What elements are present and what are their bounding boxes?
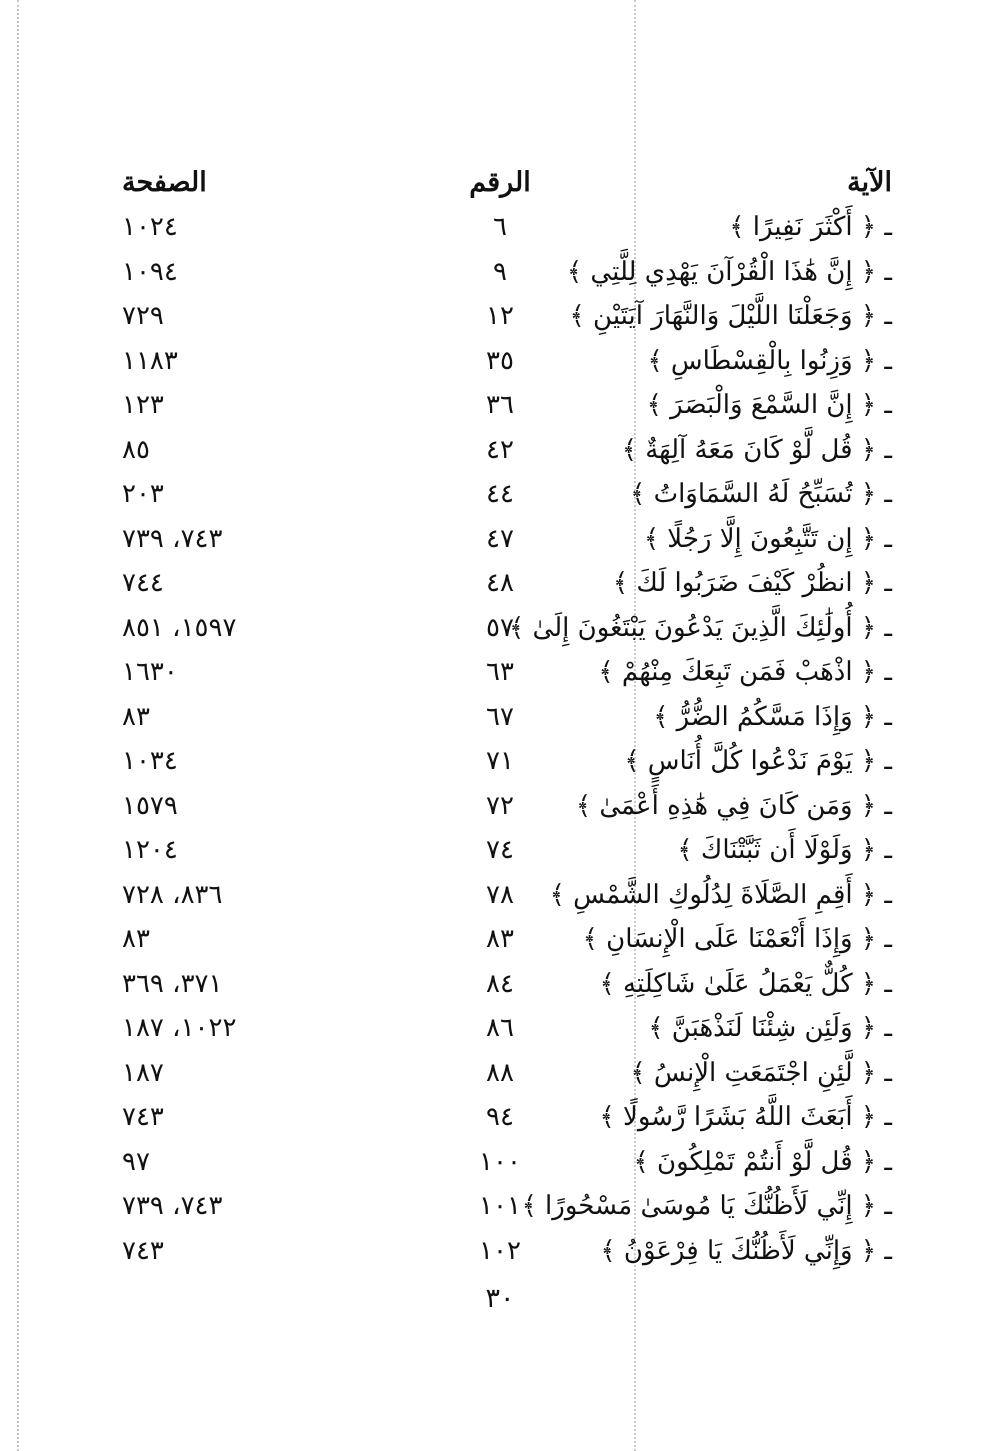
verse-number-cell: ٩ bbox=[493, 257, 507, 287]
verse-number-cell: ٦٣ bbox=[486, 657, 514, 687]
page-reference-cell: ٧٤٣، ٧٣٩ bbox=[122, 1191, 223, 1221]
verse-cell: ـ ﴿ إِن تَتَّبِعُونَ إِلَّا رَجُلًا ﴾ bbox=[643, 524, 892, 554]
verse-cell: ـ ﴿ وَمَن كَانَ فِي هَٰذِهِ أَعْمَىٰ ﴾ bbox=[575, 791, 892, 821]
page-reference-cell: ١٢٣ bbox=[122, 390, 164, 420]
page-reference-cell: ١٠٢٤ bbox=[122, 212, 178, 242]
table-row bbox=[0, 919, 1000, 959]
verse-cell: ـ ﴿ أَقِمِ الصَّلَاةَ لِدُلُوكِ الشَّمْسِ ﴾ bbox=[549, 880, 892, 910]
table-row bbox=[0, 1231, 1000, 1271]
header-number: الرقم bbox=[469, 167, 531, 198]
page-reference-cell: ٧٤٣ bbox=[122, 1102, 164, 1132]
table-row bbox=[0, 741, 1000, 781]
verse-cell: ـ ﴿ وَجَعَلْنَا اللَّيْلَ وَالنَّهَارَ آيَتَيْنِ ﴾ bbox=[569, 301, 892, 331]
verse-number-cell: ٤٤ bbox=[486, 479, 514, 509]
table-row bbox=[0, 385, 1000, 425]
verse-cell: ـ ﴿ يَوْمَ نَدْعُوا كُلَّ أُنَاسٍ ﴾ bbox=[624, 746, 892, 776]
verse-cell: ـ ﴿ إِنِّي لَأَظُنُّكَ يَا مُوسَىٰ مَسْحُورًا ﴾ bbox=[521, 1191, 892, 1221]
header-verse: الآية bbox=[847, 167, 892, 198]
page-reference-cell: ٨٣ bbox=[122, 702, 150, 732]
table-row bbox=[0, 697, 1000, 737]
page-reference-cell: ٧٤٣، ٧٣٩ bbox=[122, 524, 223, 554]
table-row bbox=[0, 875, 1000, 915]
verse-number-cell: ٨٤ bbox=[486, 969, 514, 999]
page-reference-cell: ١٠٩٤ bbox=[122, 257, 178, 287]
verse-number-cell: ٧١ bbox=[486, 746, 514, 776]
verse-cell: ـ ﴿ أُولَٰئِكَ الَّذِينَ يَدْعُونَ يَبْتَغُونَ إِلَىٰ ﴾ bbox=[509, 613, 892, 643]
verse-cell: ـ ﴿ اذْهَبْ فَمَن تَبِعَكَ مِنْهُمْ ﴾ bbox=[598, 657, 892, 687]
header-page: الصفحة bbox=[122, 167, 207, 198]
verse-number-cell: ١٠٢ bbox=[479, 1236, 521, 1266]
table-row bbox=[0, 563, 1000, 603]
page-reference-cell: ١١٨٣ bbox=[122, 346, 178, 376]
page-reference-cell: ٨٥ bbox=[122, 435, 150, 465]
table-row bbox=[0, 964, 1000, 1004]
table-row bbox=[0, 786, 1000, 826]
table-row bbox=[0, 1142, 1000, 1182]
table-row bbox=[0, 1008, 1000, 1048]
table-header bbox=[0, 163, 1000, 203]
table-row bbox=[0, 207, 1000, 247]
verse-cell: ـ ﴿ كُلٌّ يَعْمَلُ عَلَىٰ شَاكِلَتِهِ ﴾ bbox=[599, 969, 892, 999]
verse-cell: ـ ﴿ تُسَبِّحُ لَهُ السَّمَاوَاتُ ﴾ bbox=[630, 479, 892, 509]
verse-number-cell: ٧٢ bbox=[486, 791, 514, 821]
verse-cell: ـ ﴿ أَبَعَثَ اللَّهُ بَشَرًا رَّسُولًا ﴾ bbox=[599, 1102, 892, 1132]
verse-number-cell: ٨٣ bbox=[486, 924, 514, 954]
table-row bbox=[0, 608, 1000, 648]
table-row bbox=[0, 474, 1000, 514]
verse-number-cell: ٤٧ bbox=[486, 524, 514, 554]
verse-cell: ـ ﴿ وَزِنُوا بِالْقِسْطَاسِ ﴾ bbox=[647, 346, 892, 376]
verse-number-cell: ١٢ bbox=[486, 301, 514, 331]
table-row bbox=[0, 652, 1000, 692]
page-number: ٣٠ bbox=[485, 1283, 515, 1314]
page-reference-cell: ١٥٧٩ bbox=[122, 791, 178, 821]
verse-number-cell: ٣٦ bbox=[486, 390, 514, 420]
verse-cell: ـ ﴿ وَإِذَا مَسَّكُمُ الضُّرُّ ﴾ bbox=[653, 702, 892, 732]
verse-cell: ـ ﴿ وَإِنِّي لَأَظُنُّكَ يَا فِرْعَوْنُ ﴾ bbox=[600, 1236, 892, 1266]
verse-number-cell: ٤٢ bbox=[486, 435, 514, 465]
page-reference-cell: ٨٣ bbox=[122, 924, 150, 954]
page-reference-cell: ١٠٢٢، ١٨٧ bbox=[122, 1013, 237, 1043]
verse-cell: ـ ﴿ وَإِذَا أَنْعَمْنَا عَلَى الْإِنسَانِ ﴾ bbox=[582, 924, 892, 954]
table-row bbox=[0, 830, 1000, 870]
table-row bbox=[0, 1053, 1000, 1093]
page-reference-cell: ١٨٧ bbox=[122, 1058, 164, 1088]
verse-number-cell: ١٠١ bbox=[479, 1191, 521, 1221]
page-reference-cell: ١٥٩٧، ٨٥١ bbox=[122, 613, 237, 643]
page-reference-cell: ٣٧١، ٣٦٩ bbox=[122, 969, 223, 999]
table-row bbox=[0, 519, 1000, 559]
verse-cell: ـ ﴿ وَلَوْلَا أَن ثَبَّتْنَاكَ ﴾ bbox=[677, 835, 892, 865]
verse-number-cell: ٧٨ bbox=[486, 880, 514, 910]
table-row bbox=[0, 1097, 1000, 1137]
page-reference-cell: ٢٠٣ bbox=[122, 479, 164, 509]
verse-cell: ـ ﴿ لَّئِنِ اجْتَمَعَتِ الْإِنسُ ﴾ bbox=[630, 1058, 892, 1088]
page-reference-cell: ٧٤٣ bbox=[122, 1236, 164, 1266]
verse-number-cell: ٥٧ bbox=[486, 613, 514, 643]
table-row bbox=[0, 1186, 1000, 1226]
table-row bbox=[0, 252, 1000, 292]
table-row bbox=[0, 296, 1000, 336]
verse-number-cell: ٨٦ bbox=[486, 1013, 514, 1043]
verse-number-cell: ٨٨ bbox=[486, 1058, 514, 1088]
verse-cell: ـ ﴿ أَكْثَرَ نَفِيرًا ﴾ bbox=[729, 212, 892, 242]
page-reference-cell: ٩٧ bbox=[122, 1147, 150, 1177]
verse-number-cell: ٦ bbox=[493, 212, 507, 242]
verse-number-cell: ٤٨ bbox=[486, 568, 514, 598]
page-reference-cell: ١٦٣٠ bbox=[122, 657, 178, 687]
verse-number-cell: ٣٥ bbox=[486, 346, 514, 376]
verse-cell: ـ ﴿ قُل لَّوْ أَنتُمْ تَمْلِكُونَ ﴾ bbox=[633, 1147, 892, 1177]
page-reference-cell: ٧٤٤ bbox=[122, 568, 164, 598]
verse-number-cell: ٩٤ bbox=[486, 1102, 514, 1132]
table-row bbox=[0, 341, 1000, 381]
verse-cell: ـ ﴿ إِنَّ هَٰذَا الْقُرْآنَ يَهْدِي لِلَّتِي ﴾ bbox=[566, 257, 892, 287]
verse-number-cell: ١٠٠ bbox=[479, 1147, 521, 1177]
verse-cell: ـ ﴿ انظُرْ كَيْفَ ضَرَبُوا لَكَ ﴾ bbox=[612, 568, 892, 598]
page-reference-cell: ١٠٣٤ bbox=[122, 746, 178, 776]
verse-number-cell: ٦٧ bbox=[486, 702, 514, 732]
verse-cell: ـ ﴿ قُل لَّوْ كَانَ مَعَهُ آلِهَةٌ ﴾ bbox=[621, 435, 892, 465]
verse-number-cell: ٧٤ bbox=[486, 835, 514, 865]
verse-cell: ـ ﴿ وَلَئِن شِئْنَا لَنَذْهَبَنَّ ﴾ bbox=[648, 1013, 892, 1043]
page-reference-cell: ١٢٠٤ bbox=[122, 835, 178, 865]
verse-cell: ـ ﴿ إِنَّ السَّمْعَ وَالْبَصَرَ ﴾ bbox=[646, 390, 892, 420]
table-row bbox=[0, 430, 1000, 470]
page-reference-cell: ٨٣٦، ٧٢٨ bbox=[122, 880, 223, 910]
page-reference-cell: ٧٢٩ bbox=[122, 301, 164, 331]
